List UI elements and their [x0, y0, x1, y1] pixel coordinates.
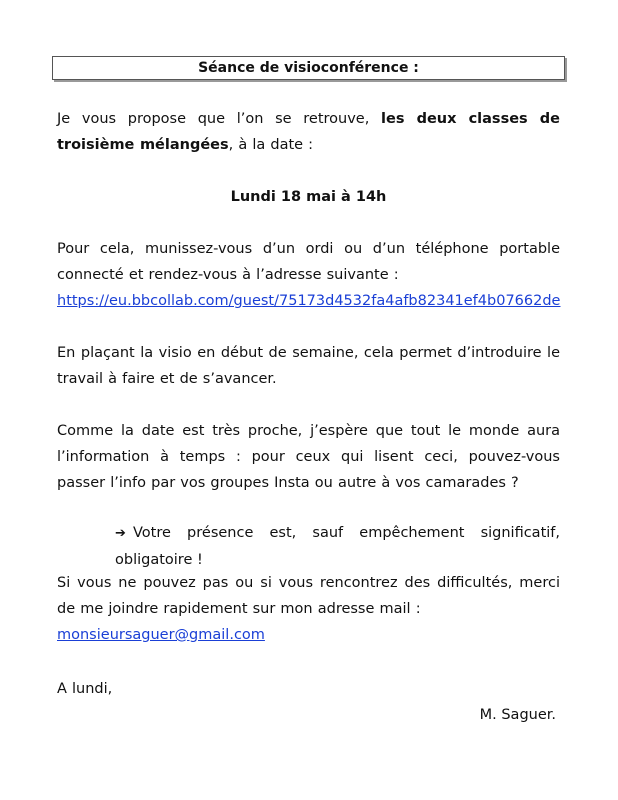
reason-paragraph: En plaçant la visio en début de semaine, cela permet d’introduire le travail à faire et de s’avancer.: [57, 345, 560, 387]
contact-paragraph: [57, 570, 560, 648]
mandatory-notice: [115, 520, 560, 573]
instructions-text: Pour cela, munissez-vous d’un ordi ou d’un téléphone portable connecté et rendez-vous à l’adresse suivante :: [57, 241, 560, 283]
instructions-paragraph: [57, 236, 560, 314]
arrow-right-icon: ➔: [115, 526, 126, 541]
meeting-link[interactable]: https://eu.bbcollab.com/guest/75173d4532fa4afb82341ef4b07662de: [57, 293, 561, 309]
email-link[interactable]: monsieursaguer@gmail.com: [57, 627, 265, 643]
title-box: [52, 56, 565, 80]
intro-text-after: , à la date :: [228, 137, 314, 153]
signature: M. Saguer.: [479, 707, 556, 723]
share-paragraph: Comme la date est très proche, j’espère que tout le monde aura l’information à temps : pour ceux qui lisent ceci, pouvez-vous passer l’info par vos groupes Insta ou autre à vos camarades ?: [57, 423, 560, 491]
intro-bold-text: les deux classes de troisième mélangées: [57, 111, 560, 153]
meeting-date: Lundi 18 mai à 14h: [230, 189, 387, 205]
mandatory-text: Votre présence est, sauf empêchement significatif, obligatoire !: [115, 525, 560, 568]
intro-paragraph: [57, 106, 560, 158]
page-title: Séance de visioconférence :: [198, 60, 419, 76]
closing-line: A lundi,: [57, 681, 113, 697]
intro-text-before: Je vous propose que l’on se retrouve,: [57, 111, 382, 127]
contact-text: Si vous ne pouvez pas ou si vous rencontrez des difficultés, merci de me joindre rapidement sur mon adresse mail :: [57, 575, 560, 617]
